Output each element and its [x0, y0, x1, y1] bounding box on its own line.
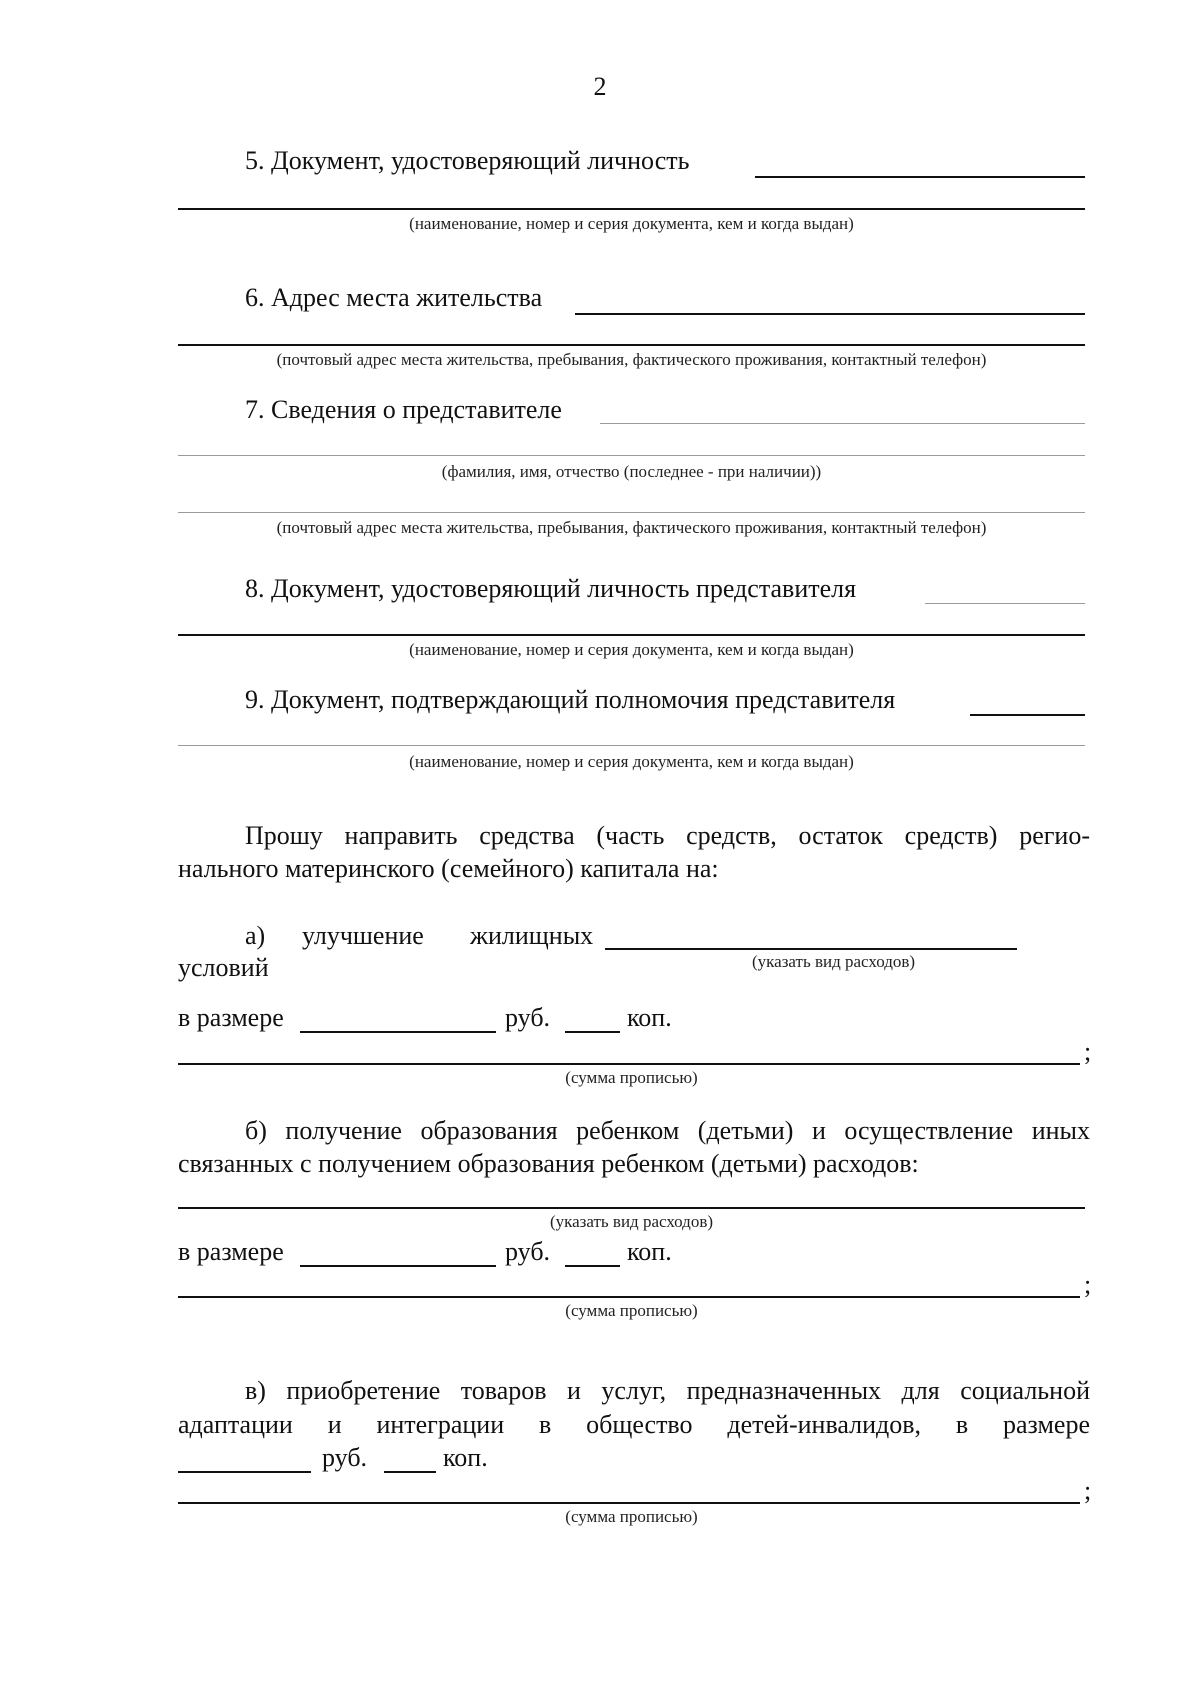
item8-input-line[interactable]	[925, 603, 1085, 604]
item7-label: 7. Сведения о представителе	[245, 395, 562, 424]
option-b-sum-line[interactable]	[178, 1296, 1080, 1298]
option-b-rub: руб.	[505, 1237, 551, 1266]
page-number: 2	[593, 72, 607, 101]
option-a-caption-type: (указать вид расходов)	[752, 952, 916, 971]
item8-label: 8. Документ, удостоверяющий личность представителя	[245, 574, 857, 603]
option-b-semicolon: ;	[1084, 1270, 1092, 1299]
option-a-type-line[interactable]	[605, 948, 1017, 950]
item7-name-line[interactable]	[178, 455, 1085, 456]
option-b-caption-type: (указать вид расходов)	[549, 1212, 714, 1231]
item5-input-line-2[interactable]	[178, 208, 1085, 210]
option-a-kop: коп.	[627, 1003, 672, 1032]
request-line-2: нального материнского (семейного) капитала на:	[178, 854, 719, 883]
option-c-kop: коп.	[443, 1443, 488, 1472]
option-c-line-1: в) приобретение товаров и услуг, предназначенных для социальной	[245, 1376, 1090, 1405]
item6-input-line-2[interactable]	[178, 344, 1085, 346]
option-a-caption-sum: (сумма прописью)	[565, 1068, 698, 1087]
option-c-kop-line[interactable]	[384, 1471, 436, 1473]
item8-caption: (наименование, номер и серия документа, кем и когда выдан)	[409, 640, 854, 659]
item7-caption-name: (фамилия, имя, отчество (последнее - при наличии))	[441, 462, 822, 481]
option-b-line-1: б) получение образования ребенком (детьми) и осуществление иных	[245, 1116, 1090, 1145]
item9-input-line-2[interactable]	[178, 745, 1085, 746]
item5-input-line[interactable]	[755, 176, 1085, 178]
option-a-sum-line[interactable]	[178, 1063, 1080, 1065]
option-b-kop: коп.	[627, 1237, 672, 1266]
request-line-1: Прошу направить средства (часть средств, остаток средств) регио-	[245, 821, 1090, 850]
option-b-kop-line[interactable]	[565, 1265, 620, 1267]
item5-label: 5. Документ, удостоверяющий личность	[245, 146, 690, 175]
option-b-amount-prefix: в размере	[178, 1237, 284, 1266]
option-b-type-line[interactable]	[178, 1207, 1085, 1209]
item5-caption: (наименование, номер и серия документа, кем и когда выдан)	[409, 214, 854, 233]
item9-input-line[interactable]	[970, 714, 1085, 716]
item7-address-line[interactable]	[178, 512, 1085, 513]
option-a-word-3: жилищных	[470, 921, 594, 950]
option-b-rub-line[interactable]	[300, 1265, 496, 1267]
item7-input-line[interactable]	[600, 423, 1085, 424]
option-b-line-2: связанных с получением образования ребенком (детьми) расходов:	[178, 1149, 919, 1178]
option-a-word-2: улучшение	[302, 921, 424, 950]
option-c-caption-sum: (сумма прописью)	[565, 1507, 698, 1526]
option-a-rub: руб.	[505, 1003, 551, 1032]
option-a-semicolon: ;	[1084, 1037, 1092, 1066]
item6-label: 6. Адрес места жительства	[245, 283, 543, 312]
option-c-rub: руб.	[322, 1443, 368, 1472]
option-a-amount-prefix: в размере	[178, 1003, 284, 1032]
item9-caption: (наименование, номер и серия документа, кем и когда выдан)	[409, 752, 854, 771]
item7-caption-address: (почтовый адрес места жительства, пребывания, фактического проживания, контактный телефон)	[276, 518, 987, 537]
option-c-rub-line[interactable]	[178, 1471, 311, 1473]
option-a-word-4: условий	[178, 953, 269, 982]
option-c-semicolon: ;	[1084, 1476, 1092, 1505]
item8-input-line-2[interactable]	[178, 634, 1085, 636]
option-c-line-2: адаптации и интеграции в общество детей-инвалидов, в размере	[178, 1410, 1090, 1439]
item6-input-line[interactable]	[575, 313, 1085, 315]
option-a-word-1: а)	[245, 921, 266, 950]
option-b-caption-sum: (сумма прописью)	[565, 1301, 698, 1320]
option-a-kop-line[interactable]	[565, 1031, 620, 1033]
item9-label: 9. Документ, подтверждающий полномочия представителя	[245, 685, 896, 714]
option-a-rub-line[interactable]	[300, 1031, 496, 1033]
option-c-sum-line[interactable]	[178, 1502, 1080, 1504]
item6-caption: (почтовый адрес места жительства, пребывания, фактического проживания, контактный телефон)	[276, 350, 987, 369]
